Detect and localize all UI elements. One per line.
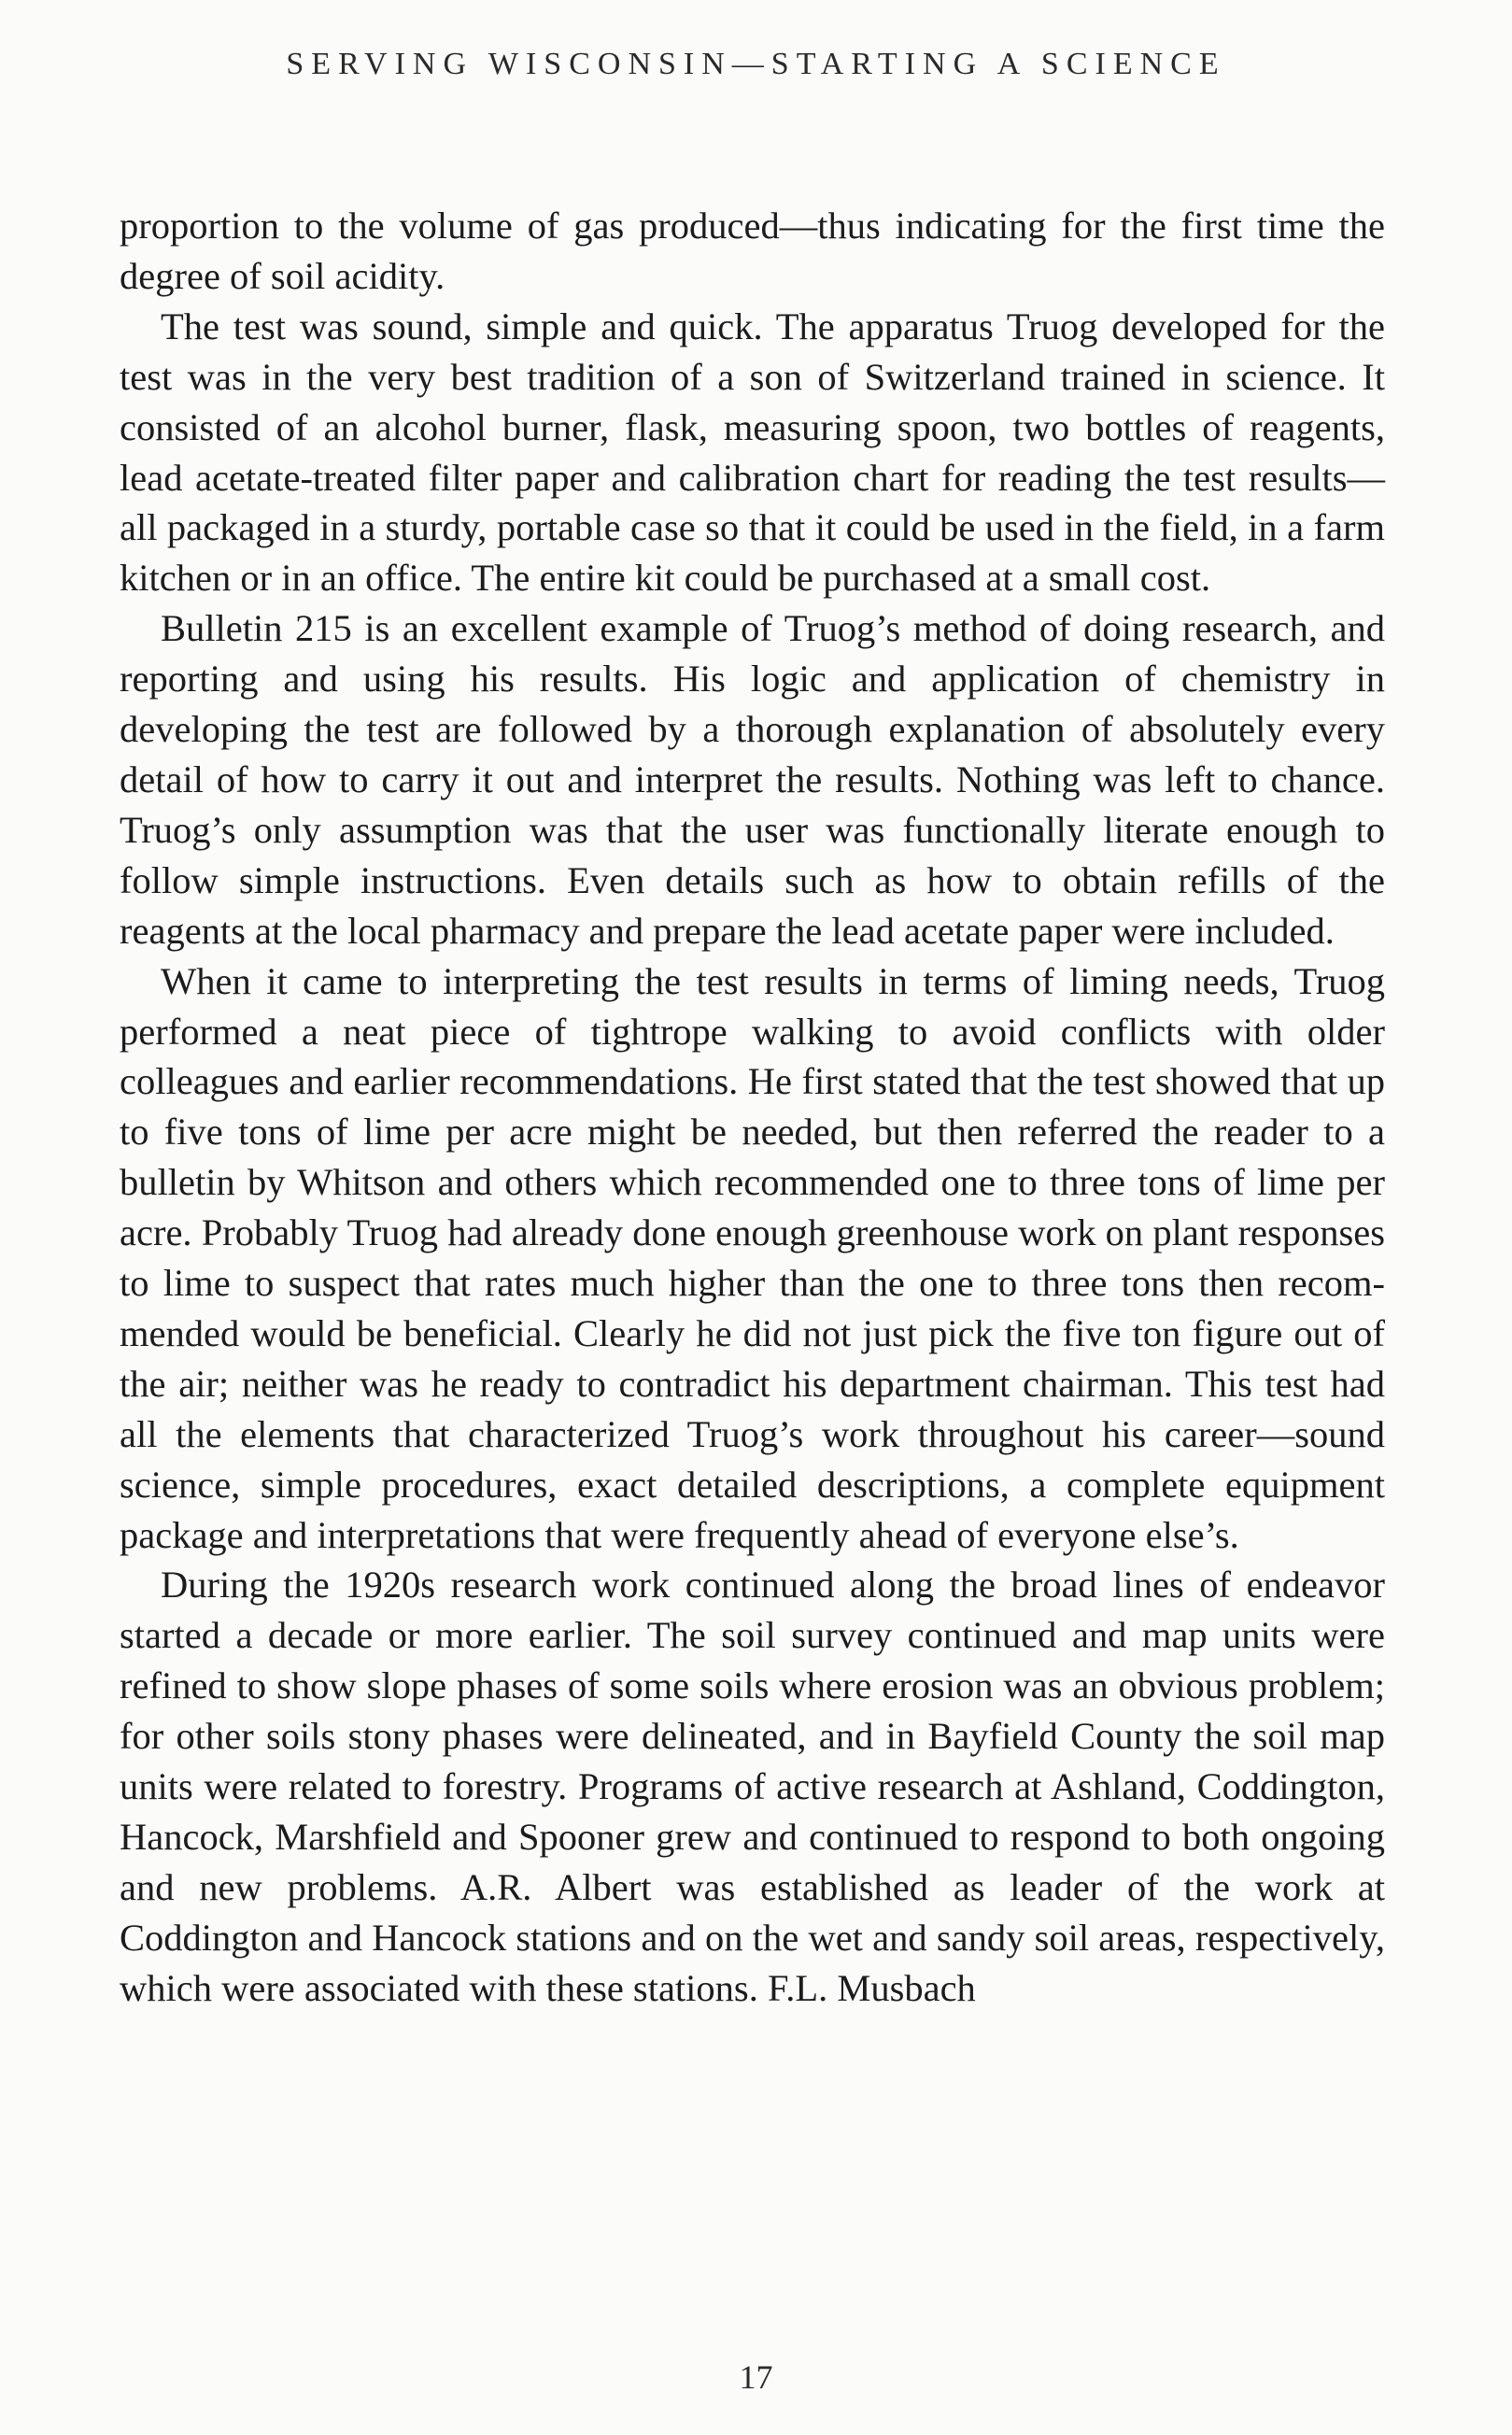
paragraph-bulletin-215: Bulletin 215 is an excellent example of Truog’s method of doing research, and reporting and using his results. His logic and application of chemistry in developing the test are followed by a thorough explanation of absolutely every detail of how to carry it out and interpret the results. Nothing was left to chance. Truog’s only assumption was that the user was functionally literate enough to follow simple instructions. Even details such as how to obtain refills of the reagents at the local pharmacy and prepare the lead acetate paper were included.: [120, 607, 1385, 952]
page-number: 17: [739, 2358, 773, 2396]
paragraph-test-apparatus: The test was sound, simple and quick. The apparatus Truog developed for the test was in the very best tradition of a son of Switzerland trained in science. It consisted of an alcohol burner, flask, measuring spoon, two bottles of reagents, lead acetate-treated filter paper and calibration chart for reading the test results—all packaged in a sturdy, portable case so that it could be used in the field, in a farm kitchen or in an office. The entire kit could be purchased at a small cost.: [120, 304, 1385, 600]
paragraph-liming-needs: When it came to interpreting the test results in terms of liming needs, Truog performed a neat piece of tightrope walking to avoid conflicts with older colleagues and earlier recommendations. He first stated that the test showed that up to five tons of lime per acre might be needed, but then referred the reader to a bulletin by Whitson and others which recommended one to three tons of lime per acre. Probably Truog had already done enough greenhouse work on plant responses to lime to suspect that rates much higher than the one to three tons then recommended would be beneficial. Clearly he did not just pick the five ton figure out of the air; neither was he ready to contradict his department chairman. This test had all the elements that characterized Truog’s work throughout his career—sound science, simple procedures, exact detailed descriptions, a complete equipment package and interpretations that were frequently ahead of everyone else’s.: [120, 959, 1385, 1556]
running-head: SERVING WISCONSIN—STARTING A SCIENCE: [286, 47, 1226, 81]
paragraph-1920s-research: During the 1920s research work continued along the broad lines of endeavor started a decade or more earlier. The soil survey continued and map units were refined to show slope phases of some soils where erosion was an obvious problem; for other soils stony phases were delineated, and in Bayfield County the soil map units were related to forestry. Programs of active research at Ashland, Coddington, Hancock, Marshfield and Spooner grew and continued to respond to both ongoing and new problems. A.R. Albert was established as leader of the work at Coddington and Hancock stations and on the wet and sandy soil areas, respectively, which were associated with these stations. F.L. Musbach: [120, 1564, 1385, 2009]
body-text: [120, 201, 1385, 2014]
paragraph-continued: proportion to the volume of gas produced—thus indicating for the first time the degree of soil acidity.: [120, 205, 1385, 297]
